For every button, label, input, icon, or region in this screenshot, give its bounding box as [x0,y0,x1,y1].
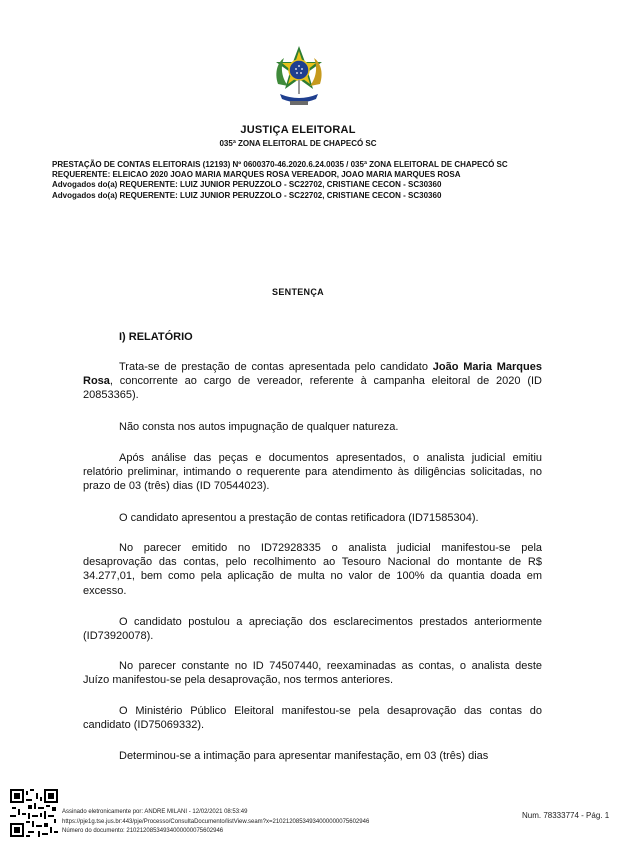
advogados-line: Advogados do(a) REQUERENTE: LUIZ JUNIOR PERUZZOLO - SC22702, CRISTIANE CECON - SC30360 [52,190,442,200]
paragraph [83,360,542,403]
signature-info [62,808,369,837]
paragraph: Determinou-se a intimação para apresentar manifestação, em 03 (três) dias [119,750,489,762]
paragraph: No parecer constante no ID 74507440, reexaminadas as contas, o analista deste Juízo manifestou-se pela desaprovação, nos termos anteriores. [83,660,542,687]
case-header [52,160,532,201]
paragraph: O Ministério Público Eleitoral manifestou-se pela desaprovação das contas do candidato (ID75069332). [83,705,542,732]
section-title: I) RELATÓRIO [119,331,193,343]
document-url: https://pje1g.tse.jus.br:443/pje/Processo/ConsultaDocumento/listView.seam?x=21021208534934000000075602946 [62,818,370,825]
paragraph-text: Trata-se de prestação de contas apresentada pelo candidato [119,361,433,373]
requerente-line: REQUERENTE: ELEICAO 2020 JOAO MARIA MARQUES ROSA VEREADOR, JOAO MARIA MARQUES ROSA [52,170,461,180]
candidate-name: João Maria Marques Rosa [83,361,542,388]
paragraph: O candidato postulou a apreciação dos esclarecimentos prestados anteriormente (ID73920078). [83,616,542,643]
advogados-line: Advogados do(a) REQUERENTE: LUIZ JUNIOR PERUZZOLO - SC22702, CRISTIANE CECON - SC30360 [52,180,442,190]
page-number: Num. 78333774 - Pág. 1 [522,811,610,820]
qr-code-icon [10,789,58,837]
brasao-republica-icon [270,44,328,108]
zone-name: 035ª ZONA ELEITORAL DE CHAPECÓ SC [219,139,377,148]
paragraph-text: , concorrente ao cargo de vereador, referente à campanha eleitoral de 2020 (ID 20853365). [83,375,542,402]
paragraph: Após análise das peças e documentos apresentados, o analista judicial emitiu relatório preliminar, intimando o requerente para atendimento às diligências solicitadas, no prazo de 03 (três) dias (ID 70544023). [83,452,542,493]
document-number: Número do documento: 21021208534934000000075602946 [62,828,224,834]
signed-by: Assinado eletronicamente por: ANDRE MILANI - 12/02/2021 08:53:49 [62,809,248,815]
document-title: SENTENÇA [272,287,324,297]
paragraph: O candidato apresentou a prestação de contas retificadora (ID71585304). [119,512,479,524]
paragraph: Não consta nos autos impugnação de qualquer natureza. [119,421,399,433]
case-line: PRESTAÇÃO DE CONTAS ELEITORAIS (12193) Nº 0600370-46.2020.6.24.0035 / 035ª ZONA ELEITORAL DE CHAPECÓ SC [52,160,508,169]
paragraph: No parecer emitido no ID72928335 o analista judicial manifestou-se pela desaprovação das contas, pelo recolhimento ao Tesouro Nacional do montante de R$ 34.277,01, bem como pela aplicação de multa no valor de 100% da quantia doada em excesso. [83,542,542,597]
org-name: JUSTIÇA ELEITORAL [240,124,356,136]
